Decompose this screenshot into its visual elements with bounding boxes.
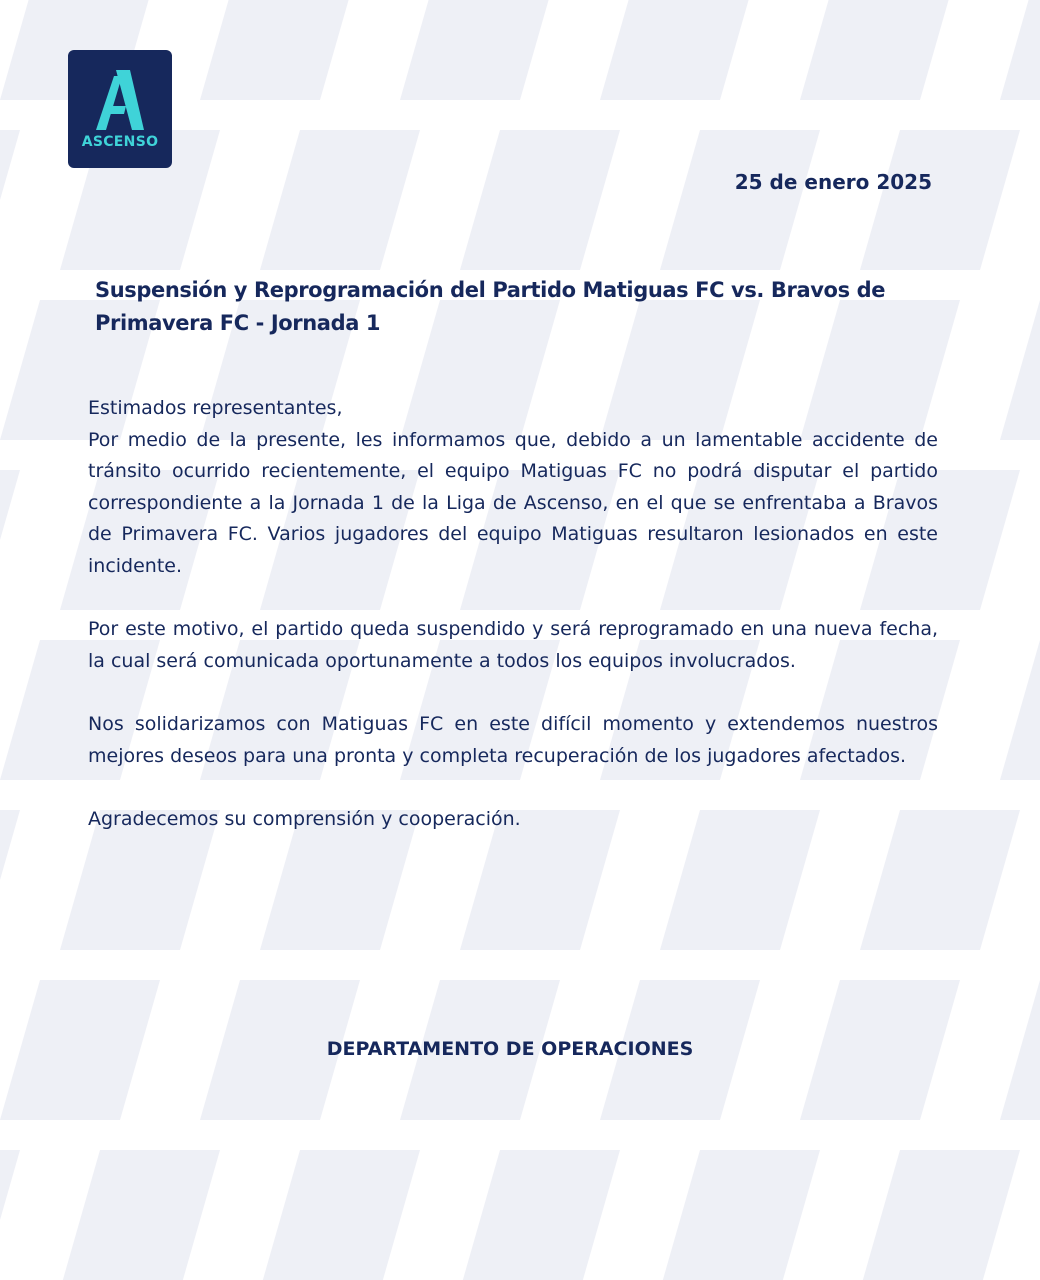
- paragraph-2: Por este motivo, el partido queda suspendido y será reprogramado en una nueva fecha, la cual será comunicada oportunamente a todos los equipos involucrados.: [88, 618, 938, 672]
- paragraph-3: Nos solidarizamos con Matiguas FC en este difícil momento y extendemos nuestros mejores deseos para una pronta y completa recuperación de los jugadores afectados.: [88, 713, 938, 767]
- ascenso-a-logo-icon: [96, 70, 144, 130]
- greeting: Estimados representantes,: [88, 397, 343, 419]
- paragraph-1: Por medio de la presente, les informamos que, debido a un lamentable accidente de tránsito ocurrido recientemente, el equipo Matiguas FC no podrá disputar el partido correspondiente a la Jornada 1 de la Liga de Ascenso, en el que se enfrentaba a Bravos de Primavera FC. Varios jugadores del equipo Matiguas resultaron lesionados en este incidente.: [88, 428, 938, 577]
- document-body: [88, 393, 938, 836]
- document-date: 25 de enero 2025: [734, 170, 932, 194]
- ascenso-logo: [68, 50, 172, 168]
- document-title: Suspensión y Reprogramación del Partido Matiguas FC vs. Bravos de Primavera FC - Jornada 1: [95, 278, 886, 335]
- paragraph-4: Agradecemos su comprensión y cooperación.: [88, 808, 521, 830]
- signature: DEPARTAMENTO DE OPERACIONES: [326, 1038, 694, 1060]
- logo-text: ASCENSO: [81, 134, 159, 150]
